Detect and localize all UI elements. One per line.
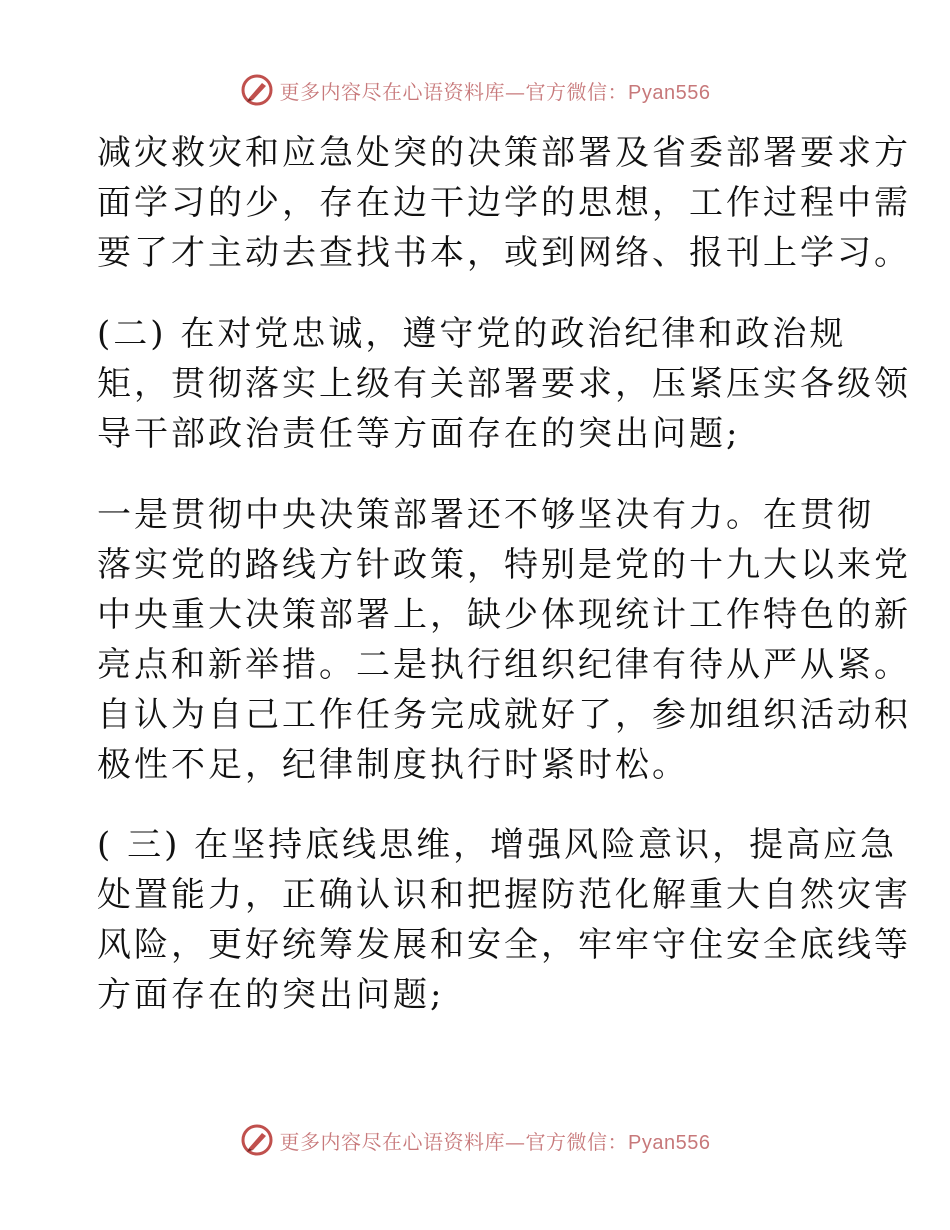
text-line: ( 三) 在坚持底线思维，增强风险意识，提高应急 — [97, 825, 898, 865]
text-line: 中央重大决策部署上，缺少体现统计工作特色的新 — [97, 595, 911, 635]
text-line: 导干部政治责任等方面存在的突出问题; — [97, 414, 741, 454]
paragraph-2 — [97, 309, 911, 459]
paragraph-3 — [97, 490, 911, 790]
text-line: 方面存在的突出问题; — [97, 975, 445, 1015]
paragraph-1 — [97, 128, 911, 278]
text-line: 要了才主动去查找书本，或到网络、报刊上学习。 — [97, 233, 911, 273]
document-body — [97, 128, 911, 1020]
banner-text: 更多内容尽在心语资料库—官方微信：Pyan556 — [279, 79, 711, 104]
paragraph-4 — [97, 820, 911, 1020]
text-line: 自认为自己工作任务完成就好了，参加组织活动积 — [97, 695, 911, 735]
banner-text: 更多内容尽在心语资料库—官方微信：Pyan556 — [279, 1129, 711, 1154]
text-line: 处置能力，正确认识和把握防范化解重大自然灾害 — [97, 875, 911, 915]
footer-watermark-banner — [0, 1120, 950, 1160]
text-line: 落实党的路线方针政策，特别是党的十九大以来党 — [97, 545, 911, 585]
pen-logo-icon — [240, 1123, 274, 1157]
wechat-id: Pyan556 — [628, 81, 711, 104]
text-line: 减灾救灾和应急处突的决策部署及省委部署要求方 — [97, 133, 911, 173]
text-line: 一是贯彻中央决策部署还不够坚决有力。在贯彻 — [97, 495, 874, 535]
text-line: 极性不足，纪律制度执行时紧时松。 — [97, 745, 689, 785]
wechat-id: Pyan556 — [628, 1131, 711, 1154]
text-line: 矩，贯彻落实上级有关部署要求，压紧压实各级领 — [97, 364, 911, 404]
text-line: 风险，更好统筹发展和安全，牢牢守住安全底线等 — [97, 925, 911, 965]
pen-logo-icon — [240, 73, 274, 107]
header-watermark-banner — [0, 70, 950, 110]
text-line: 面学习的少，存在边干边学的思想，工作过程中需 — [97, 183, 911, 223]
text-line: 亮点和新举措。二是执行组织纪律有待从严从紧。 — [97, 645, 911, 685]
text-line: (二) 在对党忠诚，遵守党的政治纪律和政治规 — [97, 314, 847, 354]
